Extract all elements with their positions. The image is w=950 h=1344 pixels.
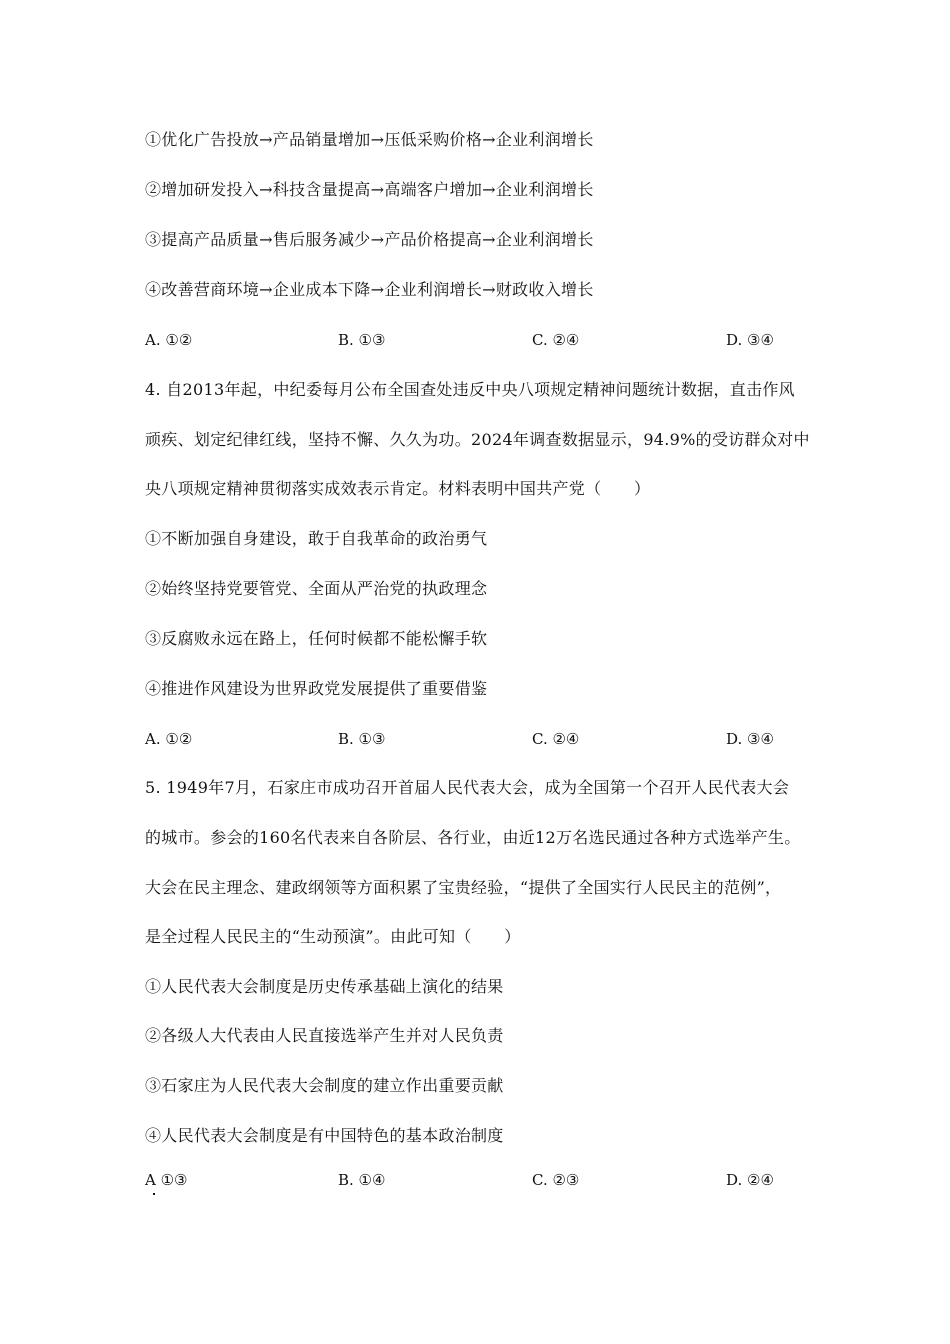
stray-dot-mark (153, 1193, 155, 1195)
q5-option-a: A ①③ (145, 1171, 188, 1189)
q5-item-2: ②各级人大代表由人民直接选举产生并对人民负责 (145, 1026, 504, 1045)
q5-stem-line-2: 的城市。参会的160名代表来自各阶层、各行业，由近12万名选民通过各种方式选举产生。 (145, 828, 801, 847)
q3-item-4: ④改善营商环境→企业成本下降→企业利润增长→财政收入增长 (145, 280, 594, 299)
q4-item-4: ④推进作风建设为世界政党发展提供了重要借鉴 (145, 679, 488, 698)
q4-option-d: D. ③④ (726, 730, 774, 748)
q5-option-c: C. ②③ (532, 1171, 580, 1189)
q5-item-3: ③石家庄为人民代表大会制度的建立作出重要贡献 (145, 1076, 504, 1095)
q3-item-3: ③提高产品质量→售后服务减少→产品价格提高→企业利润增长 (145, 230, 594, 249)
q4-item-2: ②始终坚持党要管党、全面从严治党的执政理念 (145, 579, 488, 598)
q3-item-1: ①优化广告投放→产品销量增加→压低采购价格→企业利润增长 (145, 130, 594, 149)
q4-item-3: ③反腐败永远在路上，任何时候都不能松懈手软 (145, 629, 488, 648)
q4-option-a: A. ①② (145, 730, 193, 748)
q3-option-c: C. ②④ (532, 331, 580, 349)
q5-stem-line-1: 5. 1949年7月，石家庄市成功召开首届人民代表大会，成为全国第一个召开人民代表大会 (145, 778, 790, 797)
q3-option-d: D. ③④ (726, 331, 774, 349)
q4-item-1: ①不断加强自身建设，敢于自我革命的政治勇气 (145, 529, 488, 548)
q5-stem-line-3: 大会在民主理念、建政纲领等方面积累了宝贵经验，“提供了全国实行人民民主的范例”， (145, 878, 782, 897)
q3-option-a: A. ①② (145, 331, 193, 349)
q4-stem-line-2: 顽疾、划定纪律红线，坚持不懈、久久为功。2024年调查数据显示，94.9%的受访群众对中 (145, 430, 810, 449)
q4-option-c: C. ②④ (532, 730, 580, 748)
q4-option-b: B. ①③ (338, 730, 386, 748)
q4-stem-line-1: 4. 自2013年起，中纪委每月公布全国查处违反中央八项规定精神问题统计数据，直击作风 (145, 380, 795, 399)
q4-stem-line-3: 央八项规定精神贯彻落实成效表示肯定。材料表明中国共产党（ ） (145, 479, 651, 498)
q3-item-2: ②增加研发投入→科技含量提高→高端客户增加→企业利润增长 (145, 180, 594, 199)
q5-option-d: D. ②④ (726, 1171, 774, 1189)
q5-item-4: ④人民代表大会制度是有中国特色的基本政治制度 (145, 1126, 504, 1145)
q5-item-1: ①人民代表大会制度是历史传承基础上演化的结果 (145, 977, 504, 996)
q5-stem-line-4: 是全过程人民民主的“生动预演”。由此可知（ ） (145, 927, 521, 946)
q5-option-b: B. ①④ (338, 1171, 386, 1189)
q3-option-b: B. ①③ (338, 331, 386, 349)
